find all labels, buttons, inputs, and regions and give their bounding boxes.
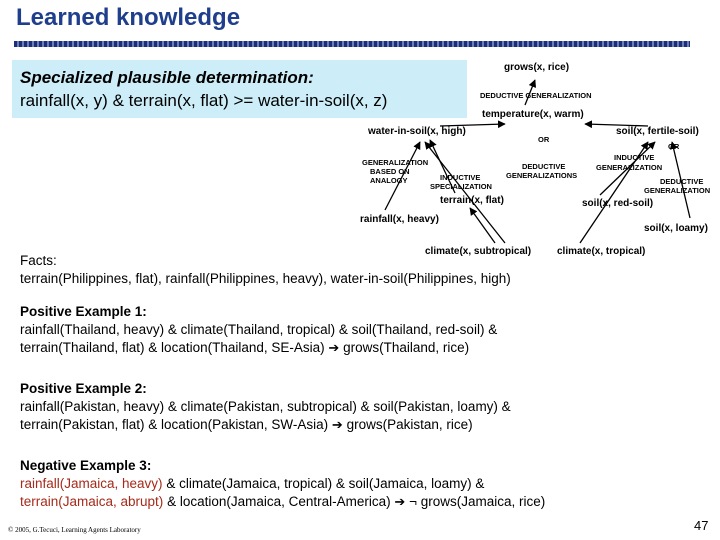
- label-gen-analogy-1: GENERALIZATION: [362, 158, 429, 167]
- determination-heading: Specialized plausible determination:: [20, 68, 314, 87]
- determination-rule: rainfall(x, y) & terrain(x, flat) >= water-in-soil(x, z): [20, 91, 388, 110]
- label-ded-gen2-2: GENERALIZATION: [644, 186, 711, 195]
- example-2-conditions: terrain(Pakistan, flat) & location(Pakistan, SW-Asia): [20, 417, 329, 432]
- example-3-rainfall: rainfall(Jamaica, heavy): [20, 476, 163, 491]
- label-or-1: OR: [538, 135, 550, 144]
- node-climate-tropical: climate(x, tropical): [557, 246, 646, 257]
- tree-edge-labels: [362, 91, 710, 195]
- example-2-section: [20, 380, 511, 434]
- example-3-conditions: & location(Jamaica, Central-America): [167, 494, 391, 509]
- facts-section: [20, 252, 511, 288]
- example-1-line-2: [20, 339, 497, 357]
- example-2-line-1: rainfall(Pakistan, heavy) & climate(Pakistan, subtropical) & soil(Pakistan, loamy) &: [20, 399, 511, 414]
- example-1-section: [20, 303, 497, 357]
- label-gen-analogy-2: BASED ON: [370, 167, 410, 176]
- example-3-line-1: [20, 475, 545, 493]
- label-ind-gen-2: GENERALIZATION: [596, 163, 663, 172]
- label-ded-gens-2: GENERALIZATIONS: [506, 171, 578, 180]
- implies-arrow-icon: ➔: [328, 340, 340, 355]
- label-deductive-generalization: DEDUCTIVE GENERALIZATION: [480, 91, 592, 100]
- example-1-line-1: rainfall(Thailand, heavy) & climate(Thailand, tropical) & soil(Thailand, red-soil) &: [20, 322, 498, 337]
- label-ind-gen-1: INDUCTIVE: [614, 153, 655, 162]
- facts-text: terrain(Philippines, flat), rainfall(Philippines, heavy), water-in-soil(Philippines, high): [20, 271, 511, 286]
- example-3-terrain: terrain(Jamaica, abrupt): [20, 494, 164, 509]
- implies-arrow-icon: ➔: [394, 494, 406, 509]
- node-temperature: temperature(x, warm): [482, 109, 584, 120]
- facts-title: Facts:: [20, 253, 57, 268]
- example-3-conclusion: ¬ grows(Jamaica, rice): [409, 494, 546, 509]
- example-3-line-1-rest: & climate(Jamaica, tropical) & soil(Jamaica, loamy) &: [166, 476, 485, 491]
- example-3-line-2: [20, 493, 545, 511]
- example-2-title: Positive Example 2:: [20, 381, 147, 396]
- implies-arrow-icon: ➔: [331, 417, 343, 432]
- label-ded-gens-1: DEDUCTIVE: [522, 162, 566, 171]
- node-soil-red: soil(x, red-soil): [582, 198, 654, 209]
- example-2-line-2: [20, 416, 511, 434]
- copyright-footer: © 2005, G.Tecuci, Learning Agents Laboratory: [8, 526, 141, 534]
- example-1-conditions: terrain(Thailand, flat) & location(Thailand, SE-Asia): [20, 340, 325, 355]
- label-ded-gen2-1: DEDUCTIVE: [660, 177, 704, 186]
- example-2-conclusion: grows(Pakistan, rice): [346, 417, 473, 432]
- page-number: 47: [694, 518, 709, 533]
- node-soil-loamy: soil(x, loamy): [644, 223, 708, 234]
- example-1-title: Positive Example 1:: [20, 304, 147, 319]
- example-3-section: [20, 457, 545, 511]
- slide-title: Learned knowledge: [16, 4, 241, 31]
- example-3-title: Negative Example 3:: [20, 458, 152, 473]
- node-soil-fertile: soil(x, fertile-soil): [616, 126, 699, 137]
- label-ind-spec-2: SPECIALIZATION: [430, 182, 492, 191]
- label-or-2: OR: [668, 142, 680, 151]
- node-terrain: terrain(x, flat): [440, 195, 504, 206]
- node-water-in-soil: water-in-soil(x, high): [368, 126, 466, 137]
- node-climate-subtropical: climate(x, subtropical): [425, 246, 532, 257]
- label-gen-analogy-3: ANALOGY: [370, 176, 408, 185]
- example-1-conclusion: grows(Thailand, rice): [343, 340, 470, 355]
- edge-climate-water: [425, 142, 505, 243]
- node-grows: grows(x, rice): [504, 62, 570, 73]
- node-rainfall: rainfall(x, heavy): [360, 214, 439, 225]
- label-ind-spec-1: INDUCTIVE: [440, 173, 481, 182]
